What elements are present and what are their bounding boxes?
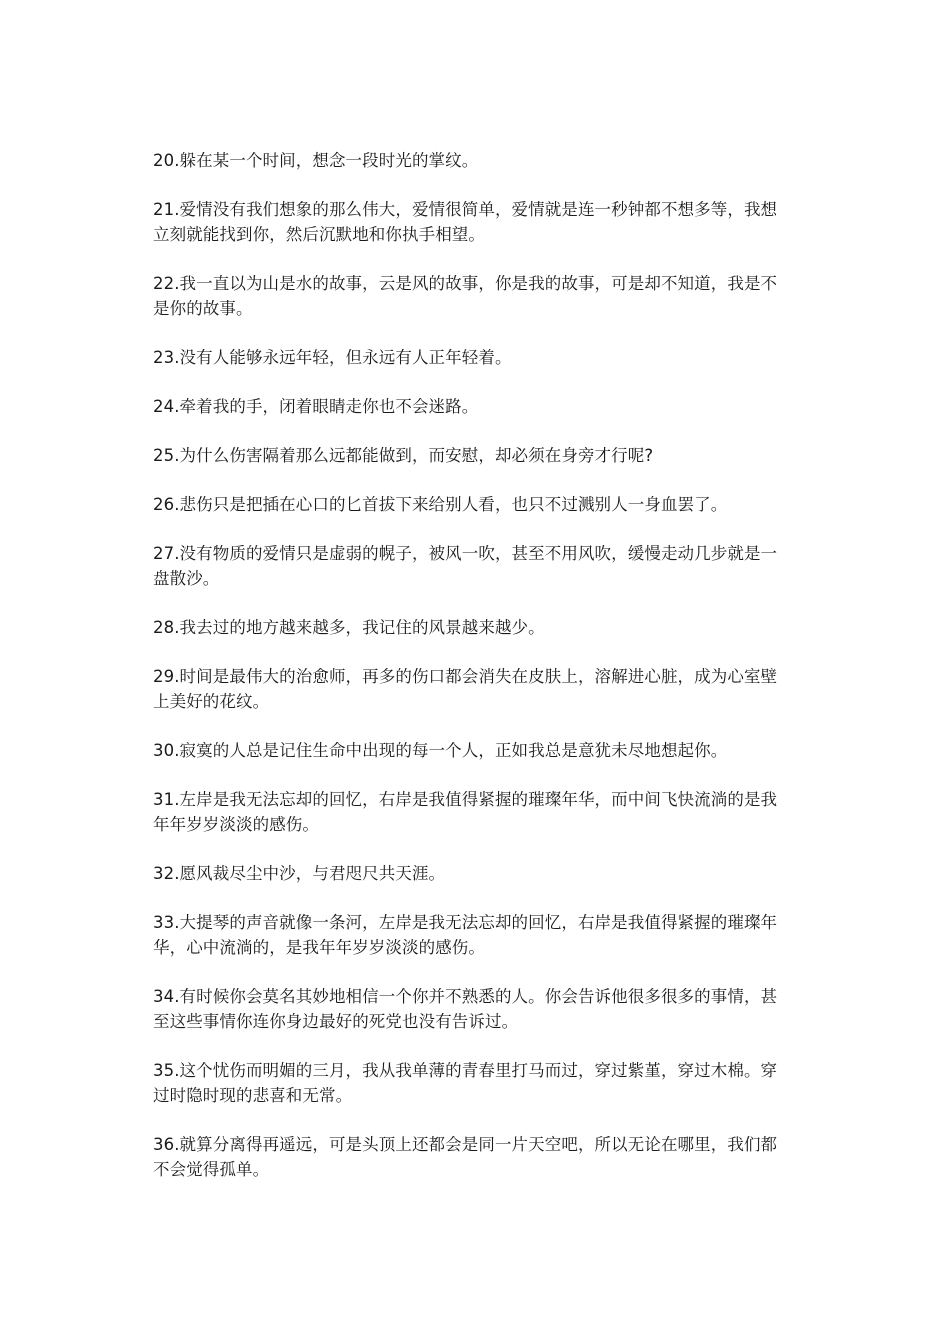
- quote-item-27: 27.没有物质的爱情只是虚弱的幌子，被风一吹，甚至不用风吹，缓慢走动几步就是一盘散沙。: [153, 544, 778, 588]
- quote-item-28: 28.我去过的地方越来越多，我记住的风景越来越少。: [153, 618, 545, 637]
- quote-item-36: 36.就算分离得再遥远，可是头顶上还都会是同一片天空吧，所以无论在哪里，我们都不会觉得孤单。: [153, 1135, 778, 1179]
- quote-item-20: 20.躲在某一个时间，想念一段时光的掌纹。: [153, 151, 479, 170]
- quote-item-25: 25.为什么伤害隔着那么远都能做到，而安慰，却必须在身旁才行呢?: [153, 446, 654, 465]
- quote-item-33: 33.大提琴的声音就像一条河，左岸是我无法忘却的回忆，右岸是我值得紧握的璀璨年华，心中流淌的，是我年年岁岁淡淡的感伤。: [153, 913, 778, 957]
- quote-item-26: 26.悲伤只是把插在心口的匕首拔下来给别人看，也只不过溅别人一身血罢了。: [153, 495, 728, 514]
- quote-item-29: 29.时间是最伟大的治愈师，再多的伤口都会消失在皮肤上，溶解进心脏，成为心室壁上美好的花纹。: [153, 667, 778, 711]
- quote-item-21: 21.爱情没有我们想象的那么伟大，爱情很简单，爱情就是连一秒钟都不想多等，我想立刻就能找到你，然后沉默地和你执手相望。: [153, 200, 778, 244]
- quote-item-23: 23.没有人能够永远年轻，但永远有人正年轻着。: [153, 348, 512, 367]
- quote-item-32: 32.愿风裁尽尘中沙，与君咫尺共天涯。: [153, 864, 446, 883]
- quote-item-30: 30.寂寞的人总是记住生命中出现的每一个人，正如我总是意犹未尽地想起你。: [153, 741, 728, 760]
- quote-item-31: 31.左岸是我无法忘却的回忆，右岸是我值得紧握的璀璨年华，而中间飞快流淌的是我年年岁岁淡淡的感伤。: [153, 790, 778, 834]
- quote-item-24: 24.牵着我的手，闭着眼睛走你也不会迷路。: [153, 397, 479, 416]
- quote-item-22: 22.我一直以为山是水的故事，云是风的故事，你是我的故事，可是却不知道，我是不是你的故事。: [153, 274, 778, 318]
- quote-item-35: 35.这个忧伤而明媚的三月，我从我单薄的青春里打马而过，穿过紫堇，穿过木棉。穿过时隐时现的悲喜和无常。: [153, 1061, 778, 1105]
- quote-list: [153, 148, 785, 1206]
- quote-item-34: 34.有时候你会莫名其妙地相信一个你并不熟悉的人。你会告诉他很多很多的事情，甚至这些事情你连你身边最好的死党也没有告诉过。: [153, 987, 778, 1031]
